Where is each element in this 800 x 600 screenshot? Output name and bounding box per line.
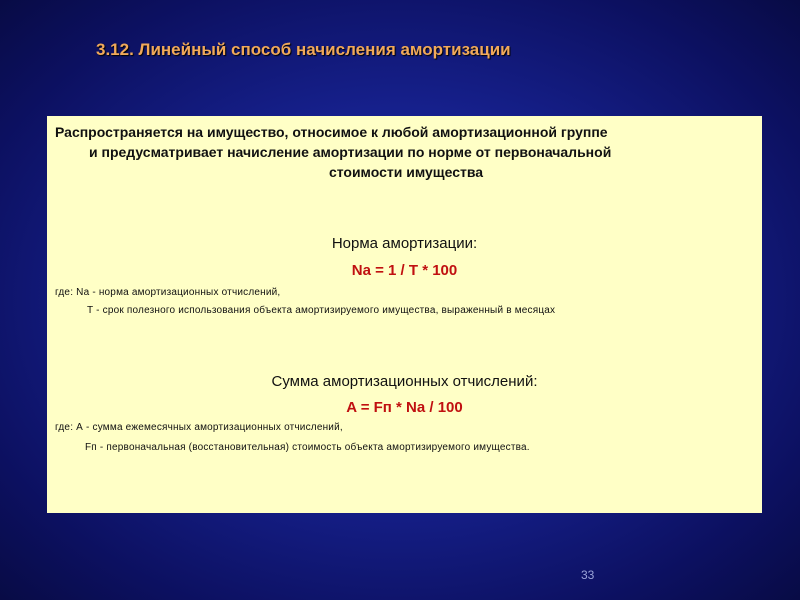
sum-note-1: где: А - сумма ежемесячных амортизационных отчислений, [55,422,343,433]
sum-note-2: Fп - первоначальная (восстановительная) стоимость объекта амортизируемого имущества. [85,442,530,453]
slide-title: 3.12. Линейный способ начисления амортизации [96,40,511,59]
intro-line-1: Распространяется на имущество, относимое к любой амортизационной группе [55,124,608,140]
content-box [47,116,762,513]
intro-line-3: стоимости имущества [328,164,484,180]
intro-text [55,122,757,182]
norm-formula: Nа = 1 / T * 100 [351,262,458,279]
norm-heading: Норма амортизации: [331,235,478,252]
norm-note-1: где: Nа - норма амортизационных отчислений, [55,287,281,298]
intro-line-2: и предусматривает начисление амортизации по норме от первоначальной [89,144,612,160]
sum-formula: A = Fп * Nа / 100 [346,399,463,416]
sum-heading: Сумма амортизационных отчислений: [271,373,538,390]
norm-note-2: T - срок полезного использования объекта амортизируемого имущества, выраженный в месяцах [87,305,556,316]
page-number: 33 [581,568,595,582]
